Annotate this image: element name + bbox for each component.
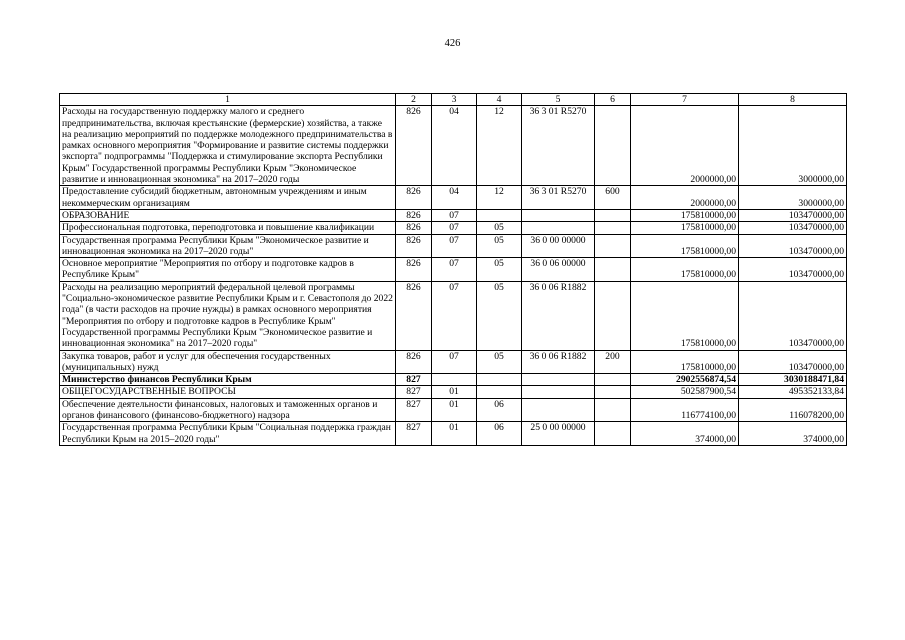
target-article-cell: 36 0 06 00000: [522, 258, 595, 282]
row-name-cell: Обеспечение деятельности финансовых, налоговых и таможенных органов и органов финансового (финансово-бюджетного) надзора: [60, 398, 396, 422]
ministry-code-cell: 827: [396, 422, 432, 446]
row-name-cell: ОБЩЕГОСУДАРСТВЕННЫЕ ВОПРОСЫ: [60, 386, 396, 398]
section-code-cell: 07: [432, 209, 477, 221]
column-header: 2: [396, 94, 432, 106]
column-header: 8: [739, 94, 847, 106]
ministry-code-cell: 827: [396, 386, 432, 398]
amount-2020-cell: 103470000,00: [739, 350, 847, 374]
amount-2019-cell: 175810000,00: [631, 209, 739, 221]
table-row: [60, 186, 847, 210]
row-name-cell: Расходы на государственную поддержку малого и среднего предпринимательства, включая крестьянские (фермерские) хозяйства, а также на реализацию мероприятий по поддержке молодежного предпринимательства в рамках основного мероприятия "Формирование и развитие системы поддержки экспорта" подпрограммы "Поддержка и стимулирование экспорта Республики Крым" Государственной программы Республики Крым "Экономическое развитие и инновационная экономика" на 2017–2020 годы: [60, 106, 396, 186]
table-row: [60, 281, 847, 350]
section-code-cell: 07: [432, 222, 477, 234]
section-code-cell: [432, 374, 477, 386]
amount-2019-cell: 175810000,00: [631, 222, 739, 234]
expense-type-cell: [595, 209, 631, 221]
row-name-cell: Закупка товаров, работ и услуг для обеспечения государственных (муниципальных) нужд: [60, 350, 396, 374]
expense-type-cell: [595, 258, 631, 282]
table-row: [60, 350, 847, 374]
target-article-cell: [522, 386, 595, 398]
target-article-cell: 36 3 01 R5270: [522, 106, 595, 186]
subsection-code-cell: 05: [477, 258, 522, 282]
ministry-code-cell: 826: [396, 222, 432, 234]
subsection-code-cell: [477, 209, 522, 221]
expense-type-cell: [595, 422, 631, 446]
page-number: 426: [444, 38, 461, 49]
amount-2020-cell: 3000000,00: [739, 106, 847, 186]
table-row: [60, 398, 847, 422]
ministry-code-cell: 827: [396, 374, 432, 386]
expense-type-cell: [595, 234, 631, 258]
subsection-code-cell: [477, 374, 522, 386]
table-row: [60, 386, 847, 398]
subsection-code-cell: 05: [477, 234, 522, 258]
section-code-cell: 07: [432, 281, 477, 350]
amount-2019-cell: 116774100,00: [631, 398, 739, 422]
section-code-cell: 07: [432, 258, 477, 282]
expense-type-cell: [595, 106, 631, 186]
table-row: [60, 222, 847, 234]
table-row: [60, 209, 847, 221]
section-code-cell: 01: [432, 386, 477, 398]
section-code-cell: 04: [432, 186, 477, 210]
target-article-cell: 36 3 01 R5270: [522, 186, 595, 210]
amount-2020-cell: 103470000,00: [739, 234, 847, 258]
section-code-cell: 04: [432, 106, 477, 186]
column-header: 1: [60, 94, 396, 106]
column-header: 3: [432, 94, 477, 106]
column-header: 7: [631, 94, 739, 106]
table-row: [60, 258, 847, 282]
target-article-cell: 36 0 06 R1882: [522, 350, 595, 374]
target-article-cell: 36 0 00 00000: [522, 234, 595, 258]
column-header: 6: [595, 94, 631, 106]
row-name-cell: Основное мероприятие "Мероприятия по отбору и подготовке кадров в Республике Крым": [60, 258, 396, 282]
target-article-cell: [522, 374, 595, 386]
expense-type-cell: 600: [595, 186, 631, 210]
row-name-cell: Государственная программа Республики Крым "Социальная поддержка граждан Республики Крым на 2015–2020 годы": [60, 422, 396, 446]
section-code-cell: 07: [432, 350, 477, 374]
expense-type-cell: [595, 222, 631, 234]
subsection-code-cell: [477, 386, 522, 398]
table-row: [60, 422, 847, 446]
ministry-code-cell: 827: [396, 398, 432, 422]
subsection-code-cell: 12: [477, 106, 522, 186]
amount-2020-cell: 103470000,00: [739, 281, 847, 350]
table-row: [60, 374, 847, 386]
section-code-cell: 07: [432, 234, 477, 258]
amount-2020-cell: 103470000,00: [739, 258, 847, 282]
ministry-code-cell: 826: [396, 209, 432, 221]
row-name-cell: ОБРАЗОВАНИЕ: [60, 209, 396, 221]
amount-2019-cell: 374000,00: [631, 422, 739, 446]
amount-2019-cell: 175810000,00: [631, 350, 739, 374]
ministry-code-cell: 826: [396, 106, 432, 186]
column-header: 4: [477, 94, 522, 106]
amount-2019-cell: 502587900,54: [631, 386, 739, 398]
amount-2020-cell: 3000000,00: [739, 186, 847, 210]
header-row: [60, 94, 847, 106]
section-code-cell: 01: [432, 398, 477, 422]
row-name-cell: Министерство финансов Республики Крым: [60, 374, 396, 386]
target-article-cell: [522, 209, 595, 221]
subsection-code-cell: 05: [477, 222, 522, 234]
subsection-code-cell: 06: [477, 398, 522, 422]
target-article-cell: 25 0 00 00000: [522, 422, 595, 446]
amount-2020-cell: 374000,00: [739, 422, 847, 446]
row-name-cell: Расходы на реализацию мероприятий федеральной целевой программы "Социально-экономическое развитие Республики Крым и г. Севастополя до 2022 года" (в части расходов на прочие нужды) в рамках основного мероприятия "Мероприятия по отбору и подготовке кадров в Республике Крым" Государственной программы Республики Крым "Экономическое развитие и инновационная экономика" на 2017–2020 годы": [60, 281, 396, 350]
target-article-cell: 36 0 06 R1882: [522, 281, 595, 350]
expense-type-cell: [595, 386, 631, 398]
row-name-cell: Государственная программа Республики Крым "Экономическое развитие и инновационная экономика на 2017–2020 годы": [60, 234, 396, 258]
ministry-code-cell: 826: [396, 186, 432, 210]
table-row: [60, 234, 847, 258]
subsection-code-cell: 05: [477, 350, 522, 374]
ministry-code-cell: 826: [396, 258, 432, 282]
amount-2019-cell: 175810000,00: [631, 258, 739, 282]
amount-2019-cell: 2000000,00: [631, 186, 739, 210]
amount-2019-cell: 175810000,00: [631, 281, 739, 350]
amount-2020-cell: 116078200,00: [739, 398, 847, 422]
subsection-code-cell: 05: [477, 281, 522, 350]
amount-2020-cell: 103470000,00: [739, 222, 847, 234]
subsection-code-cell: 12: [477, 186, 522, 210]
amount-2019-cell: 2000000,00: [631, 106, 739, 186]
ministry-code-cell: 826: [396, 350, 432, 374]
row-name-cell: Предоставление субсидий бюджетным, автономным учреждениям и иным некоммерческим организациям: [60, 186, 396, 210]
column-header: 5: [522, 94, 595, 106]
amount-2020-cell: 3030188471,84: [739, 374, 847, 386]
expense-type-cell: 200: [595, 350, 631, 374]
ministry-code-cell: 826: [396, 281, 432, 350]
section-code-cell: 01: [432, 422, 477, 446]
amount-2020-cell: 103470000,00: [739, 209, 847, 221]
subsection-code-cell: 06: [477, 422, 522, 446]
amount-2019-cell: 175810000,00: [631, 234, 739, 258]
row-name-cell: Профессиональная подготовка, переподготовка и повышение квалификации: [60, 222, 396, 234]
ministry-code-cell: 826: [396, 234, 432, 258]
budget-table: [59, 93, 847, 446]
expense-type-cell: [595, 281, 631, 350]
target-article-cell: [522, 398, 595, 422]
target-article-cell: [522, 222, 595, 234]
expense-type-cell: [595, 374, 631, 386]
amount-2020-cell: 495352133,84: [739, 386, 847, 398]
table-body: [60, 106, 847, 446]
amount-2019-cell: 2902556874,54: [631, 374, 739, 386]
table-row: [60, 106, 847, 186]
expense-type-cell: [595, 398, 631, 422]
